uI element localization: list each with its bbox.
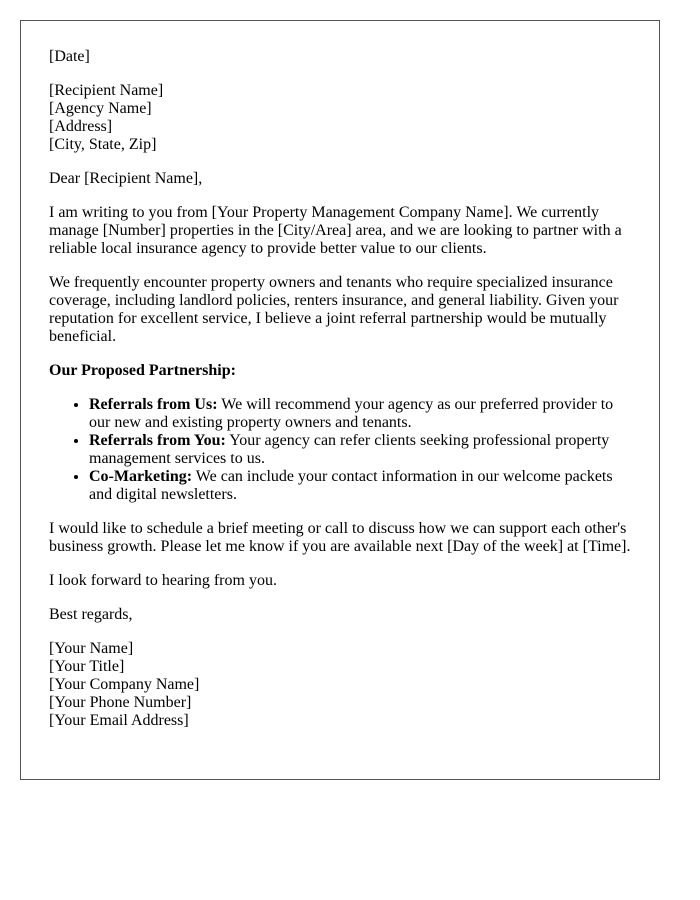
signature-title: [Your Title] bbox=[49, 658, 125, 675]
list-item-term: Referrals from You: bbox=[89, 432, 226, 449]
body-paragraph-intro: I am writing to you from [Your Property Management Company Name]. We currently manage [Number] properties in the [City/Area] area, and we are looking to partner with a reliable local insurance agency to provide better value to our clients. bbox=[49, 204, 622, 257]
list-item bbox=[89, 396, 631, 432]
recipient-city-state-zip: [City, State, Zip] bbox=[49, 136, 157, 153]
list-item-text: We can include your contact information in our welcome packets and digital newsletters. bbox=[89, 468, 613, 503]
recipient-agency: [Agency Name] bbox=[49, 100, 152, 117]
section-heading: Our Proposed Partnership: bbox=[49, 362, 236, 379]
signature-company: [Your Company Name] bbox=[49, 676, 200, 693]
signature-email: [Your Email Address] bbox=[49, 712, 189, 729]
list-item-text: Your agency can refer clients seeking professional property management services to us. bbox=[89, 432, 610, 467]
signature-name: [Your Name] bbox=[49, 640, 134, 657]
salutation: Dear [Recipient Name], bbox=[49, 170, 203, 187]
recipient-block bbox=[49, 82, 631, 154]
list-item bbox=[89, 432, 631, 468]
closing: Best regards, bbox=[49, 606, 133, 623]
body-paragraph-meeting: I would like to schedule a brief meeting or call to discuss how we can support each other's business growth. Please let me know if you are available next [Day of the week] at [Time]. bbox=[49, 520, 631, 555]
letter-date: [Date] bbox=[49, 48, 90, 65]
body-paragraph-closing: I look forward to hearing from you. bbox=[49, 572, 277, 589]
body-paragraph-needs: We frequently encounter property owners and tenants who require specialized insurance coverage, including landlord policies, renters insurance, and general liability. Given your reputation for excellent service, I believe a joint referral partnership would be mutually beneficial. bbox=[49, 274, 619, 345]
signature-phone: [Your Phone Number] bbox=[49, 694, 192, 711]
letter-document bbox=[20, 20, 660, 780]
recipient-name: [Recipient Name] bbox=[49, 82, 164, 99]
partnership-list bbox=[49, 396, 631, 504]
list-item-term: Referrals from Us: bbox=[89, 396, 218, 413]
list-item bbox=[89, 468, 631, 504]
list-item-term: Co-Marketing: bbox=[89, 468, 193, 485]
list-item-text: We will recommend your agency as our preferred provider to our new and existing property owners and tenants. bbox=[89, 396, 614, 431]
recipient-address: [Address] bbox=[49, 118, 113, 135]
signature-block bbox=[49, 640, 631, 730]
